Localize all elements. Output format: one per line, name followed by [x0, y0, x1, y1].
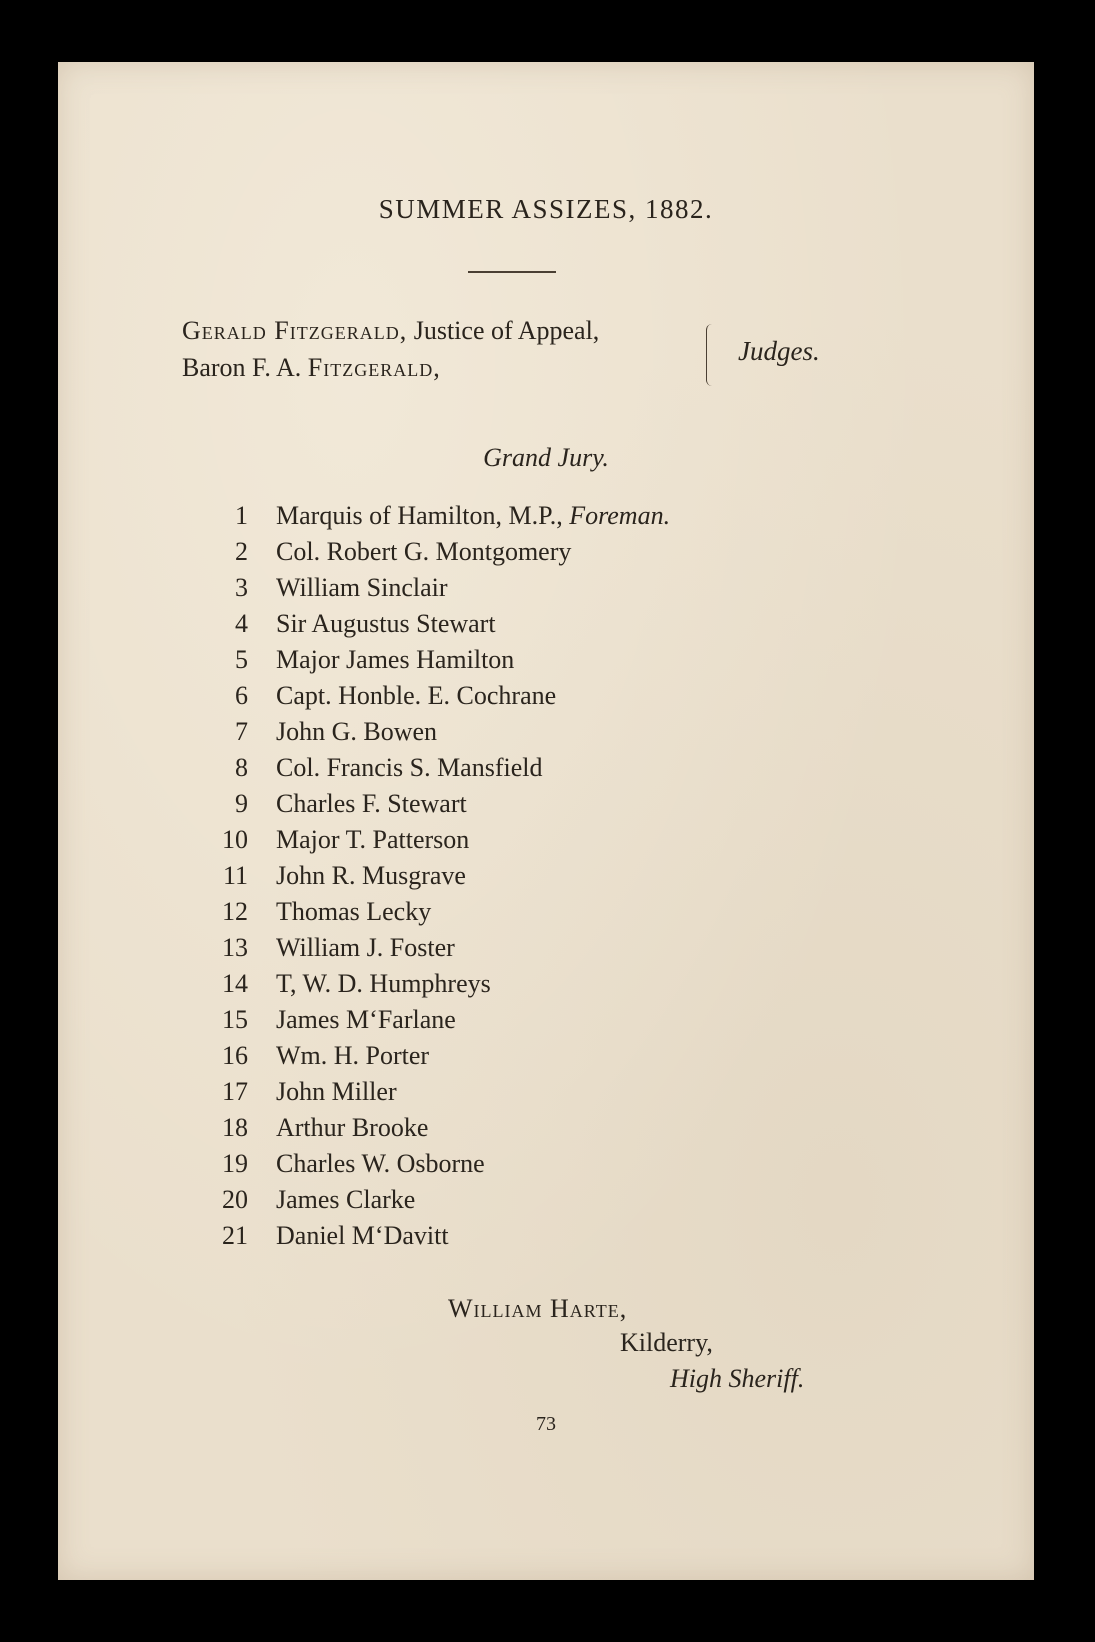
jury-member-name: James M‘Farlane	[276, 1005, 456, 1034]
jury-member-row	[198, 966, 670, 1002]
jury-member-row	[198, 714, 670, 750]
jury-member-row	[198, 1038, 670, 1074]
page-number: 73	[536, 1413, 556, 1435]
jury-member-number: 16	[222, 1041, 248, 1070]
judge-1-name: Gerald Fitzgerald,	[182, 316, 408, 345]
jury-member-name: Arthur Brooke	[276, 1113, 429, 1142]
jury-member-row	[198, 570, 670, 606]
judge-2-name: Fitzgerald,	[307, 353, 441, 382]
jury-member-number: 19	[222, 1149, 248, 1178]
jury-member-name: John G. Bowen	[276, 717, 438, 746]
jury-member-number: 17	[222, 1077, 248, 1106]
jury-member-number: 12	[222, 897, 248, 926]
jury-member-row	[198, 1110, 670, 1146]
sheriff-place: Kilderry,	[620, 1328, 713, 1357]
judges-label: Judges.	[738, 336, 820, 366]
jury-member-name: Capt. Honble. E. Cochrane	[276, 681, 557, 710]
jury-member-row	[198, 858, 670, 894]
jury-member-row	[198, 750, 670, 786]
jury-member-name: James Clarke	[276, 1185, 416, 1214]
jury-member-number: 8	[235, 753, 248, 782]
jury-member-name: William J. Foster	[276, 933, 455, 962]
jury-member-number: 20	[222, 1185, 248, 1214]
jury-member-number: 1	[235, 501, 248, 530]
jury-member-row	[198, 678, 670, 714]
page-heading: SUMMER ASSIZES, 1882.	[378, 194, 714, 224]
jury-member-name: Thomas Lecky	[276, 897, 432, 926]
grand-jury-heading: Grand Jury.	[483, 443, 609, 472]
judges-block	[182, 312, 599, 386]
jury-member-row	[198, 498, 670, 534]
judges-brace	[706, 324, 717, 386]
document-page	[58, 62, 1034, 1580]
jury-member-number: 11	[222, 861, 248, 890]
jury-member-name: Sir Augustus Stewart	[276, 609, 496, 638]
jury-member-row	[198, 930, 670, 966]
jury-member-name: Major James Hamilton	[276, 645, 515, 674]
jury-member-number: 5	[235, 645, 248, 674]
heading-rule	[468, 271, 556, 273]
jury-member-number: 3	[235, 573, 248, 602]
jury-member-note: Foreman.	[569, 501, 671, 530]
jury-member-name: T, W. D. Humphreys	[276, 969, 491, 998]
jury-member-name: Charles W. Osborne	[276, 1149, 485, 1178]
jury-member-number: 9	[235, 789, 248, 818]
jury-member-name: Major T. Patterson	[276, 825, 470, 854]
jury-member-number: 4	[235, 609, 248, 638]
jury-member-name: William Sinclair	[276, 573, 448, 602]
jury-member-row	[198, 606, 670, 642]
jury-member-row	[198, 1182, 670, 1218]
jury-member-row	[198, 534, 670, 570]
jury-member-number: 6	[235, 681, 248, 710]
jury-member-row	[198, 1146, 670, 1182]
jury-member-row	[198, 642, 670, 678]
jury-member-row	[198, 786, 670, 822]
grand-jury-list	[198, 498, 670, 1254]
judge-1-role: Justice of Appeal,	[407, 316, 600, 345]
jury-member-name: Col. Robert G. Montgomery	[276, 537, 572, 566]
sheriff-title: High Sheriff.	[670, 1364, 805, 1393]
jury-member-number: 14	[222, 969, 248, 998]
jury-member-number: 15	[222, 1005, 248, 1034]
jury-member-number: 13	[222, 933, 248, 962]
jury-member-row	[198, 1218, 670, 1254]
jury-member-name: John Miller	[276, 1077, 397, 1106]
jury-member-name: Col. Francis S. Mansfield	[276, 753, 543, 782]
judge-2-prefix: Baron F. A.	[182, 353, 308, 382]
jury-member-name: Daniel M‘Davitt	[276, 1221, 449, 1250]
jury-member-number: 7	[235, 717, 248, 746]
jury-member-row	[198, 894, 670, 930]
jury-member-name: Wm. H. Porter	[276, 1041, 430, 1070]
jury-member-name: Charles F. Stewart	[276, 789, 467, 818]
jury-member-row	[198, 1002, 670, 1038]
jury-member-number: 21	[222, 1221, 248, 1250]
judge-line-2	[182, 349, 599, 386]
jury-member-name: Marquis of Hamilton, M.P.,	[276, 501, 563, 530]
jury-member-number: 10	[222, 825, 248, 854]
sheriff-name: William Harte,	[448, 1294, 628, 1323]
jury-member-number: 18	[222, 1113, 248, 1142]
jury-member-number: 2	[235, 537, 248, 566]
jury-member-row	[198, 1074, 670, 1110]
judge-line-1	[182, 312, 599, 349]
jury-member-name: John R. Musgrave	[276, 861, 466, 890]
jury-member-row	[198, 822, 670, 858]
